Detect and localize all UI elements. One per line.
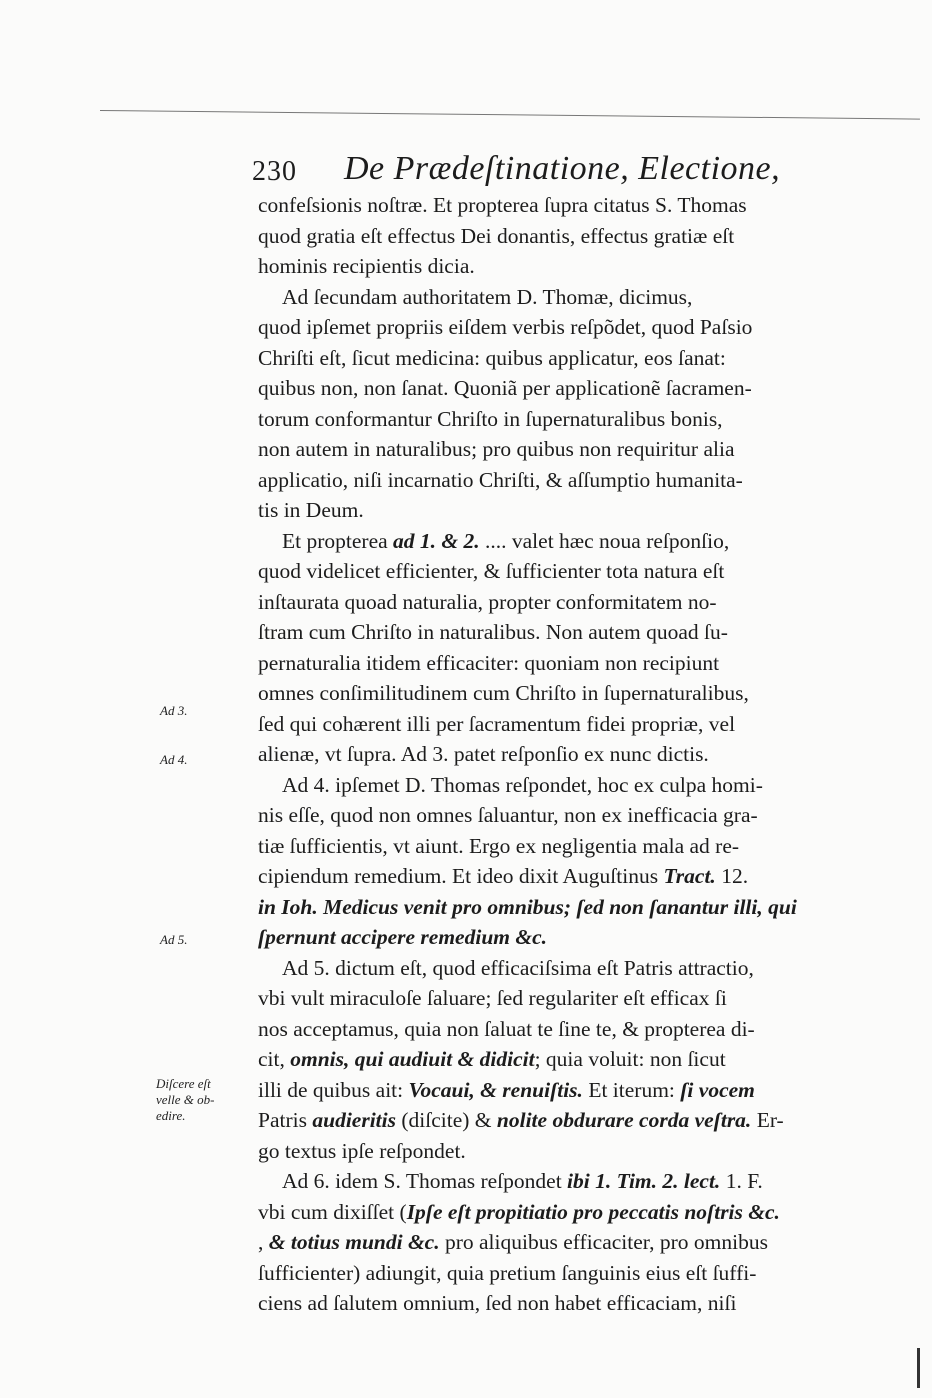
text-segment: inſtaurata quoad naturalia, propter conformitatem no- [258, 589, 717, 614]
text-segment: pernaturalia itidem efficaciter: quoniam non recipiunt [258, 650, 720, 675]
italic-segment: Vocaui, & renuiſtis. [408, 1077, 583, 1102]
text-segment: 12. [715, 864, 749, 888]
italic-segment: & totius mundi &c. [268, 1230, 440, 1254]
italic-segment: Ipſe eſt propitiatio pro peccatis noſtris &c. [406, 1199, 780, 1224]
text-segment: tiæ ſufficientis, vt aiunt. Ergo ex negligentia mala ad re- [258, 833, 740, 858]
text-line [258, 1227, 883, 1258]
margin-note-line: Diſcere eſt [156, 1076, 211, 1091]
text-segment: illi de quibus ait: [258, 1077, 409, 1102]
text-line [258, 404, 883, 435]
text-segment: non autem in naturalibus; pro quibus non requiritur alia [258, 437, 735, 461]
text-line [258, 434, 883, 465]
text-segment: go textus ipſe reſpondet. [258, 1138, 466, 1163]
text-segment: cipiendum remedium. Et ideo dixit Auguſtinus [258, 864, 664, 888]
text-line [258, 465, 883, 496]
text-line [258, 892, 883, 923]
text-segment: Er- [751, 1108, 784, 1132]
text-segment: vbi vult miraculoſe ſaluare; ſed regulariter eſt efficax ſi [258, 986, 727, 1010]
text-line [258, 648, 883, 679]
scan-edge-mark [917, 1348, 920, 1388]
text-line [258, 1288, 883, 1319]
text-line [258, 373, 883, 404]
text-segment: alienæ, vt ſupra. Ad 3. patet reſponſio ex nunc dictis. [258, 742, 709, 766]
text-segment: ; quia voluit: non ſicut [534, 1047, 726, 1071]
text-segment: ſtram cum Chriſto in naturalibus. Non autem quoad ſu- [258, 620, 728, 644]
text-line [258, 1197, 883, 1228]
text-segment: 1. F. [720, 1169, 763, 1193]
italic-segment: ad 1. & 2. [393, 528, 480, 553]
text-line [258, 343, 883, 374]
text-line [258, 831, 883, 862]
text-line [258, 983, 883, 1014]
text-segment: cit, [258, 1047, 291, 1071]
running-title: De Prædeſtinatione, Electione, [344, 150, 781, 187]
margin-note-discere [156, 1076, 214, 1124]
text-segment: Chriſti eſt, ſicut medicina: quibus applicatur, eos ſanat: [258, 345, 726, 370]
text-segment: Et propterea [282, 528, 394, 553]
text-segment: quibus non, non ſanat. Quoniã per applicationẽ ſacramen- [258, 376, 752, 400]
text-line [258, 953, 883, 984]
text-segment: ſed qui cohærent illi per ſacramentum fidei propriæ, vel [258, 711, 736, 736]
margin-note-ad3: Ad 3. [160, 703, 188, 718]
text-segment: nos acceptamus, quia non ſaluat te ſine te, & propterea di- [258, 1016, 755, 1041]
text-line [258, 739, 883, 770]
text-line [258, 556, 883, 587]
text-line [258, 1105, 883, 1136]
text-line [258, 526, 883, 557]
text-segment: confeſsionis noſtræ. Et propterea ſupra citatus S. Thomas [258, 193, 747, 217]
text-line [258, 1044, 883, 1075]
text-line [258, 770, 883, 801]
text-line [258, 1136, 883, 1167]
text-line [258, 495, 883, 526]
text-segment: ſufficienter) adiungit, quia pretium ſanguinis eius eſt ſuffi- [258, 1260, 757, 1285]
margin-note-line: edire. [156, 1108, 186, 1123]
page-header [252, 150, 892, 192]
text-segment: torum conformantur Chriſto in ſupernaturalibus bonis, [258, 406, 723, 431]
text-line [258, 1166, 883, 1197]
text-segment: pro aliquibus efficaciter, pro omnibus [439, 1230, 768, 1254]
top-rule [100, 110, 920, 120]
italic-segment: ſpernunt accipere remedium &c. [258, 925, 548, 949]
text-segment: nis eſſe, quod non omnes ſaluantur, non ex inefficacia gra- [258, 803, 758, 827]
body-text [258, 190, 883, 1319]
text-line [258, 312, 883, 343]
text-line [258, 1258, 883, 1289]
text-segment: Ad 5. dictum eſt, quod efficaciſsima eſt Patris attractio, [282, 955, 754, 980]
italic-segment: omnis, qui audiuit & didicit [290, 1047, 535, 1071]
text-segment: , [258, 1230, 269, 1254]
italic-segment: Tract. [663, 864, 716, 888]
text-segment: quod gratia eſt effectus Dei donantis, effectus gratiæ eſt [258, 223, 735, 248]
text-segment: Ad 6. idem S. Thomas reſpondet [282, 1169, 568, 1193]
text-segment: Patris [258, 1108, 313, 1132]
text-segment: quod ipſemet propriis eiſdem verbis reſpõdet, quod Paſsio [258, 315, 753, 339]
text-segment: tis in Deum. [258, 498, 364, 522]
italic-segment: audieritis [312, 1108, 396, 1132]
italic-segment: in Ioh. Medicus venit pro omnibus; ſed non ſanantur illi, qui [258, 894, 797, 919]
margin-note-ad5: Ad 5. [160, 932, 188, 947]
text-line [258, 678, 883, 709]
text-line [258, 922, 883, 953]
text-segment: (diſcite) & [396, 1108, 497, 1132]
text-line [258, 587, 883, 618]
italic-segment: nolite obdurare corda veſtra. [496, 1108, 752, 1132]
text-segment: ciens ad ſalutem omnium, ſed non habet efficaciam, niſi [258, 1291, 737, 1315]
text-line [258, 861, 883, 892]
text-segment: applicatio, niſi incarnatio Chriſti, & aſſumptio humanita- [258, 467, 743, 492]
text-line [258, 190, 883, 221]
text-segment: omnes conſimilitudinem cum Chriſto in ſupernaturalibus, [258, 681, 749, 705]
text-line [258, 1075, 883, 1106]
text-segment: Et iterum: [582, 1077, 681, 1102]
text-line [258, 709, 883, 740]
text-line [258, 617, 883, 648]
page-number: 230 [252, 156, 297, 187]
text-line [258, 251, 883, 282]
text-segment: Ad 4. ipſemet D. Thomas reſpondet, hoc ex culpa homi- [282, 772, 763, 797]
text-line [258, 221, 883, 252]
text-segment: hominis recipientis dicia. [258, 254, 475, 278]
margin-note-line: velle & ob- [156, 1092, 215, 1107]
italic-segment: ſi vocem [680, 1077, 755, 1102]
text-segment: quod videlicet efficienter, & ſufficienter tota natura eſt [258, 559, 725, 583]
text-line [258, 1014, 883, 1045]
text-segment: .... valet hæc noua reſponſio, [479, 528, 730, 553]
margin-note-ad4: Ad 4. [160, 752, 188, 767]
text-line [258, 282, 883, 313]
italic-segment: ibi 1. Tim. 2. lect. [567, 1169, 721, 1193]
text-segment: Ad ſecundam authoritatem D. Thomæ, dicimus, [282, 284, 693, 309]
text-line [258, 800, 883, 831]
text-segment: vbi cum dixiſſet ( [258, 1199, 407, 1224]
